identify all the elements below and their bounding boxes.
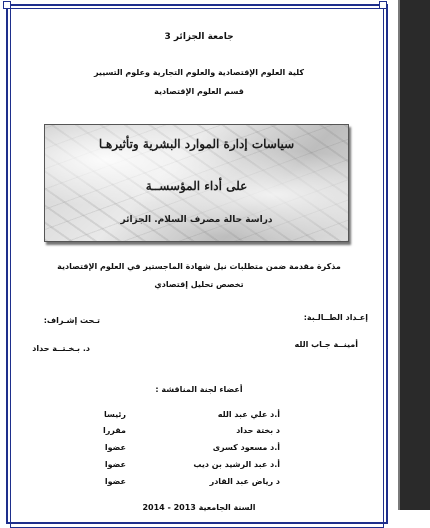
- student-name: أمينــة جـاب الله: [294, 340, 358, 349]
- title-box: [44, 124, 349, 242]
- supervisor-label: تـحت إشـراف:: [43, 316, 100, 325]
- supervisor-name: د. بـخـتــة حداد: [32, 344, 90, 353]
- thesis-title-line1: سياسات إدارة الموارد البشرية وتأثيرهـا: [98, 137, 295, 151]
- border-corner-top-left: [3, 1, 11, 9]
- faculty-name: كلية العلوم الإقتصادية والعلوم التجارية وعلوم التسيير: [93, 68, 305, 77]
- academic-year: السنة الجامعية 2013 - 2014: [142, 503, 256, 512]
- committee-member-name: د بختة حداد: [236, 426, 280, 435]
- case-study-line: دراسة حالة مصرف السلام. الجزائر: [120, 215, 273, 225]
- viewer-side-panel: [400, 0, 430, 510]
- thesis-title-line2: على أداء المؤسســة: [145, 179, 248, 193]
- university-name: جامعة الجزائر 3: [164, 32, 234, 42]
- committee-member-name: أ.د عبد الرشيد بن ديب: [193, 460, 280, 469]
- committee-member-role: رئيسا: [103, 410, 126, 419]
- committee-member-role: عضوا: [104, 443, 126, 452]
- committee-member-role: عضوا: [104, 460, 126, 469]
- memo-line1: مذكرة مقدمة ضمن متطلبات نيل شهادة الماجستير في العلوم الإقتصادية: [57, 262, 341, 271]
- committee-member-name: د رياض عبد القادر: [209, 477, 280, 486]
- prepared-by-label: إعـداد الطــالـبة:: [303, 313, 368, 322]
- committee-member-role: عضوا: [104, 477, 126, 486]
- committee-member-name: أ.د مسعود كسرى: [212, 443, 280, 452]
- memo-line2: تخصص تحليل إقتصادي: [154, 280, 244, 289]
- department-name: قسم العلوم الإقتصادية: [154, 87, 244, 96]
- committee-member-name: أ.د علي عبد الله: [217, 410, 280, 419]
- committee-heading: أعضاء لجنة المناقشة :: [155, 385, 243, 394]
- border-corner-top-right: [379, 1, 387, 9]
- committee-member-role: مقررا: [102, 426, 126, 435]
